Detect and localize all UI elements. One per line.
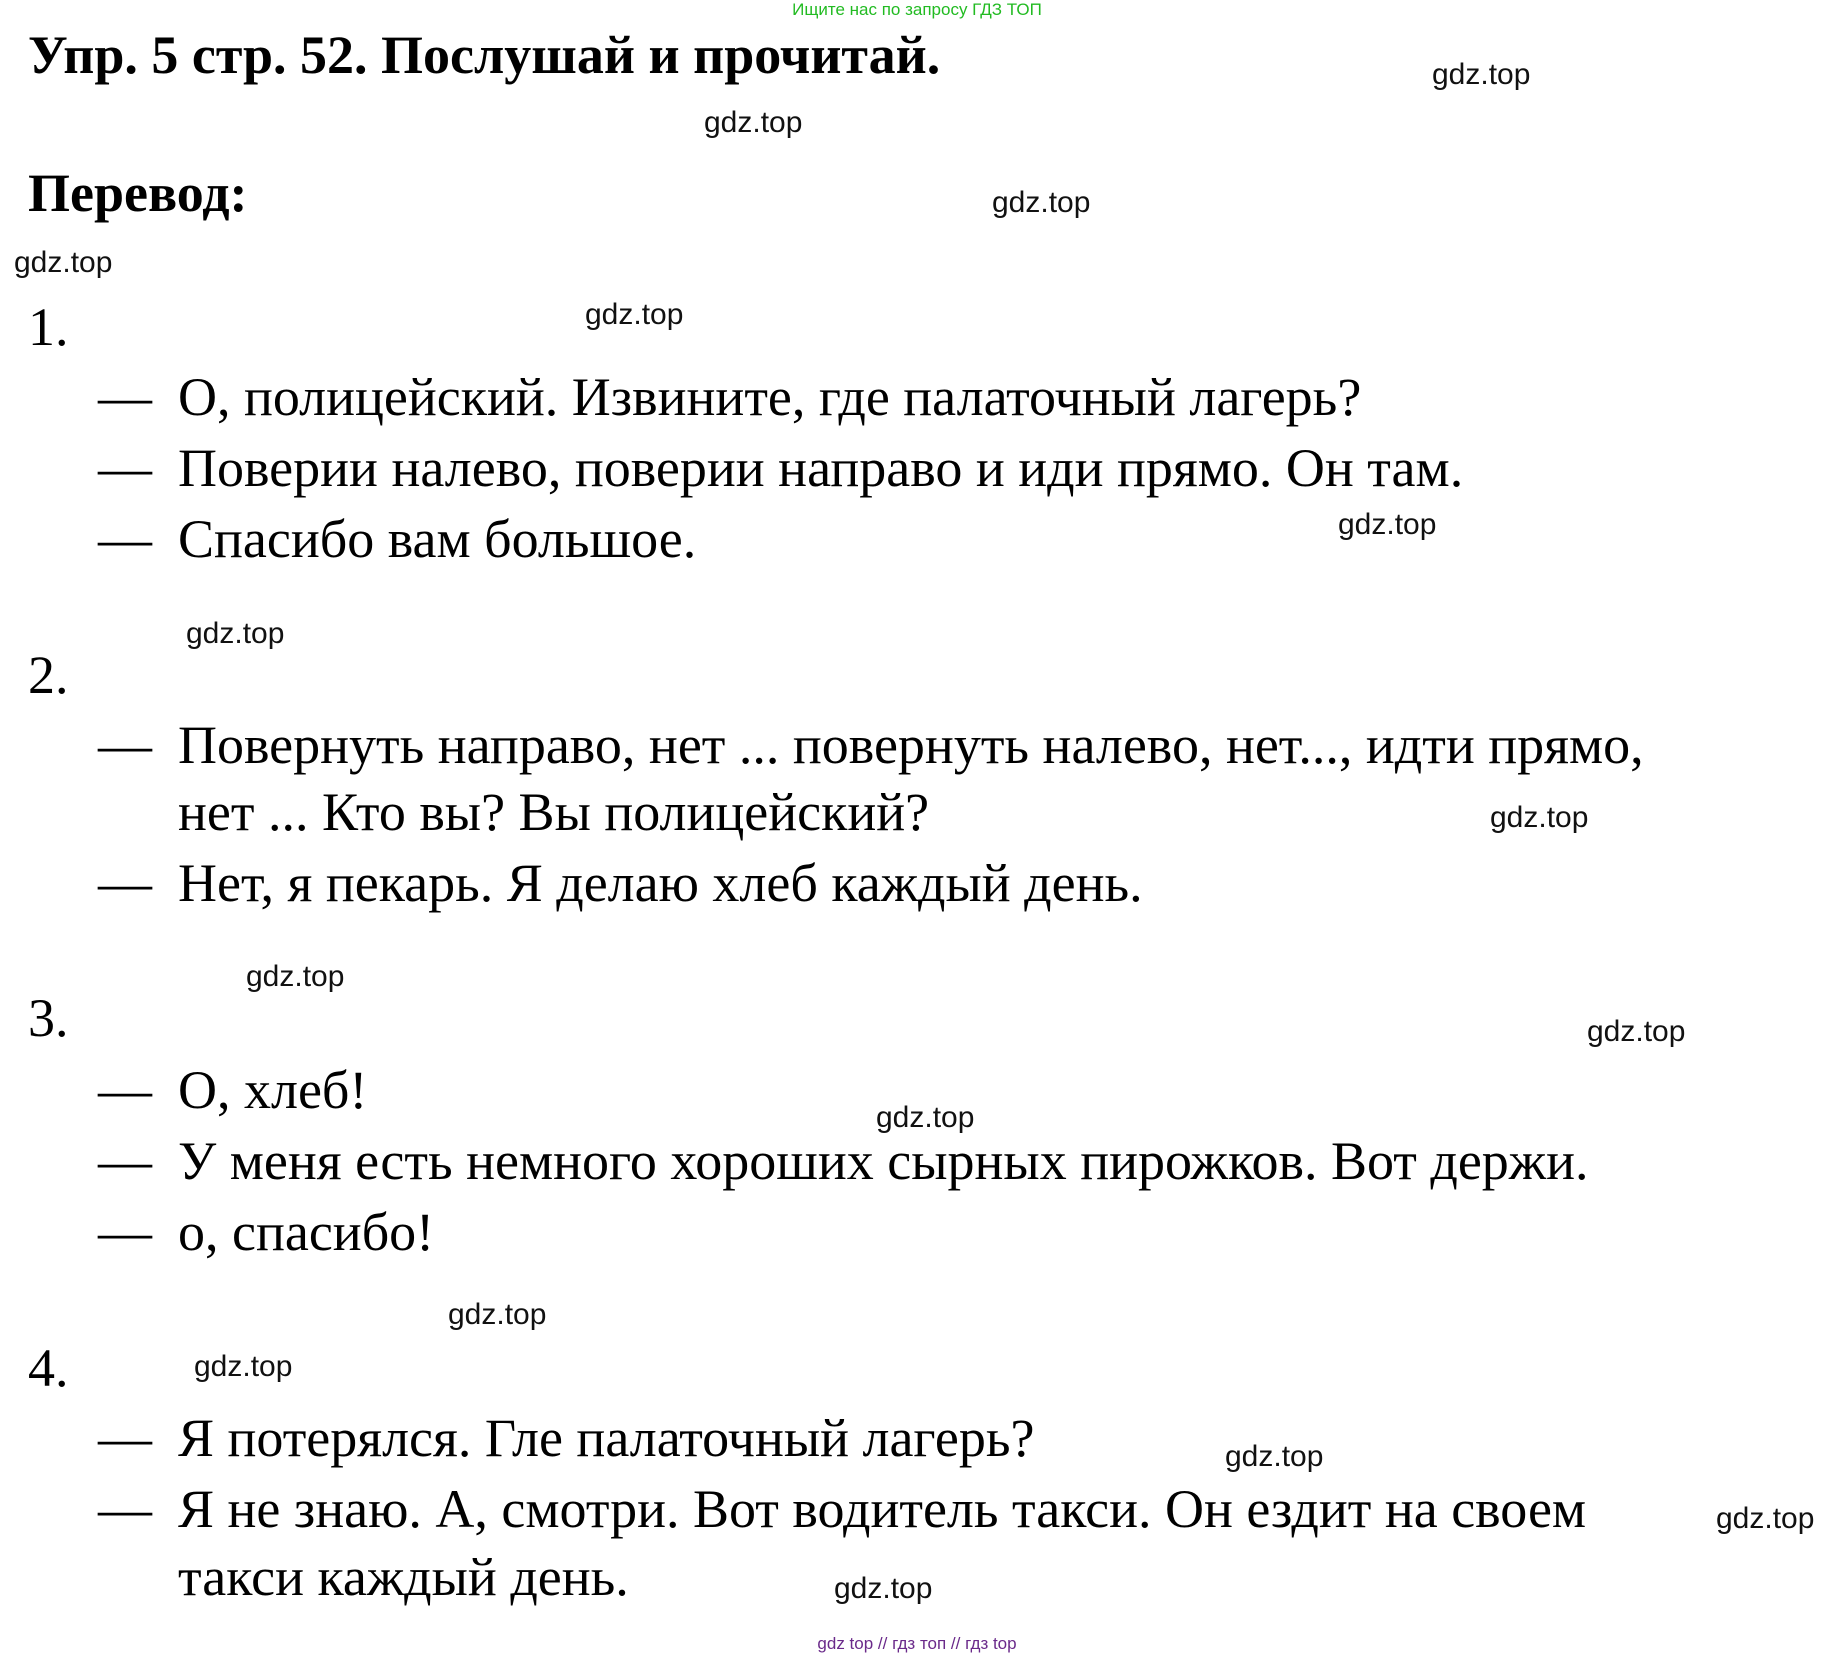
watermark: gdz.top [194, 1350, 293, 1383]
dialogue-1-dash-1: — [98, 367, 152, 427]
watermark: gdz.top [1490, 801, 1589, 834]
watermark: gdz.top [876, 1101, 975, 1134]
dialogue-3-line-2: У меня есть немного хороших сырных пирожков. Вот держи. [178, 1131, 1589, 1191]
dialogue-1-line-1: О, полицейский. Извините, где палаточный лагерь? [178, 367, 1362, 427]
translation-heading: Перевод: [28, 163, 248, 223]
dialogue-3-number: 3. [28, 988, 69, 1048]
search-hint-banner: Ищите нас по запросу ГДЗ ТОП [792, 0, 1042, 19]
dialogue-2-dash-1: — [98, 715, 152, 775]
dialogue-1-number: 1. [28, 297, 69, 357]
dialogue-4-dash-1: — [98, 1408, 152, 1468]
dialogue-3-dash-3: — [98, 1202, 152, 1262]
dialogue-1-dash-3: — [98, 509, 152, 569]
watermark: gdz.top [1338, 508, 1437, 541]
footer-watermark: gdz top // гдз топ // гдз top [817, 1634, 1017, 1653]
watermark: gdz.top [704, 106, 803, 139]
dialogue-1-line-2: Поверии налево, поверии направо и иди прямо. Он там. [178, 438, 1464, 498]
dialogue-3-dash-2: — [98, 1131, 152, 1191]
dialogue-3-line-3: о, спасибо! [178, 1202, 435, 1262]
watermark: gdz.top [1225, 1440, 1324, 1473]
dialogue-3-dash-1: — [98, 1060, 152, 1120]
dialogue-2-line-1-continued: нет ... Кто вы? Вы полицейский? [178, 782, 930, 842]
dialogue-1-dash-2: — [98, 438, 152, 498]
watermark: gdz.top [246, 960, 345, 993]
dialogue-4-line-2: Я не знаю. А, смотри. Вот водитель такси. Он ездит на своем [178, 1479, 1587, 1539]
dialogue-4-line-2-continued: такси каждый день. [178, 1547, 629, 1607]
watermark: gdz.top [834, 1572, 933, 1605]
watermark: gdz.top [992, 186, 1091, 219]
watermark: gdz.top [448, 1298, 547, 1331]
dialogue-2-number: 2. [28, 645, 69, 705]
page-title: Упр. 5 стр. 52. Послушай и прочитай. [28, 25, 941, 85]
dialogue-4-line-1: Я потерялся. Гле палаточный лагерь? [178, 1408, 1035, 1468]
watermark: gdz.top [1716, 1502, 1815, 1535]
watermark: gdz.top [1432, 58, 1531, 91]
dialogue-2-dash-2: — [98, 853, 152, 913]
dialogue-2-line-2: Нет, я пекарь. Я делаю хлеб каждый день. [178, 853, 1143, 913]
watermark: gdz.top [585, 298, 684, 331]
watermark: gdz.top [14, 246, 113, 279]
dialogue-3-line-1: О, хлеб! [178, 1060, 368, 1120]
dialogue-4-number: 4. [28, 1338, 69, 1398]
dialogue-1-line-3: Спасибо вам большое. [178, 509, 697, 569]
watermark: gdz.top [186, 617, 285, 650]
dialogue-4-dash-2: — [98, 1479, 152, 1539]
dialogue-2-line-1: Повернуть направо, нет ... повернуть налево, нет..., идти прямо, [178, 715, 1644, 775]
watermark: gdz.top [1587, 1015, 1686, 1048]
